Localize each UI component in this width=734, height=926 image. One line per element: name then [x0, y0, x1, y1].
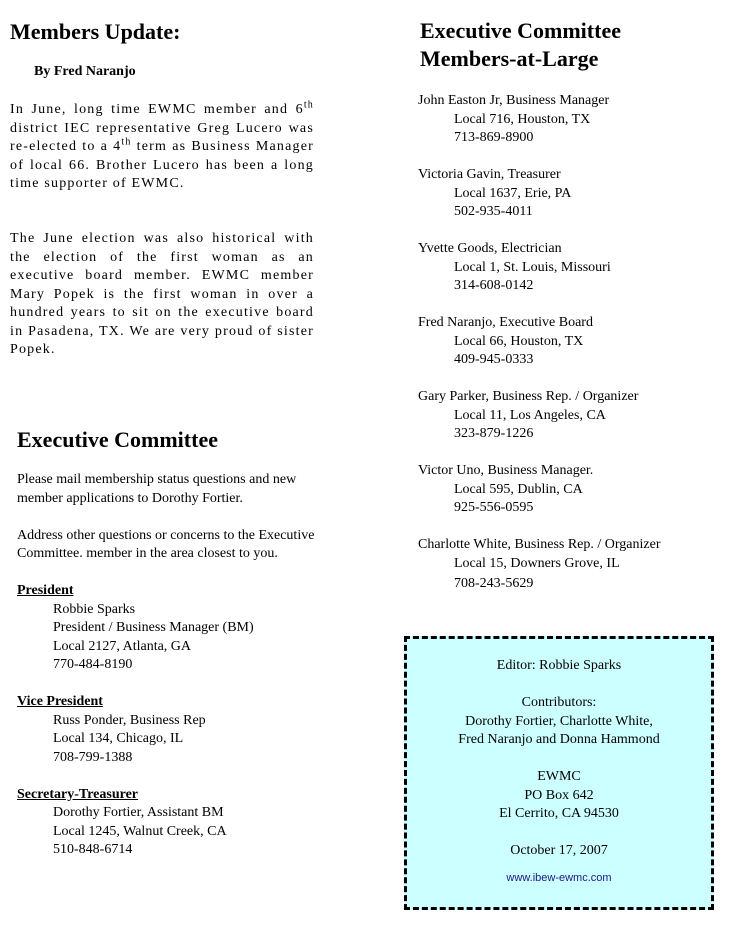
website-link[interactable]: www.ibew-ewmc.com	[506, 871, 612, 884]
officer-line: Local 2127, Atlanta, GA	[53, 638, 192, 654]
executive-committee-section	[17, 471, 317, 860]
contributors-label: Contributors:	[521, 695, 597, 710]
byline: By Fred Naranjo	[34, 64, 136, 79]
officer-line: Robbie Sparks	[53, 601, 136, 617]
officer-line: 770-484-8190	[53, 657, 133, 672]
members-at-large-title-line2: Members-at-Large	[420, 46, 599, 71]
po-box: PO Box 642	[524, 787, 594, 803]
member-local: Local 66, Houston, TX	[454, 333, 584, 349]
editor-info-box	[404, 636, 714, 910]
member-entry	[418, 166, 728, 222]
member-entry	[418, 388, 728, 444]
officer-president	[17, 582, 317, 675]
officer-line: Russ Ponder, Business Rep	[53, 712, 206, 728]
members-at-large-list	[418, 92, 728, 612]
member-name: John Easton Jr, Business Manager	[418, 93, 610, 108]
member-phone: 708-243-5629	[454, 576, 534, 591]
member-name: Fred Naranjo, Executive Board	[418, 315, 593, 330]
officer-line: Dorothy Fortier, Assistant BM	[53, 805, 224, 820]
member-entry	[418, 240, 728, 296]
officer-role: Vice President	[17, 694, 103, 709]
member-name: Victor Uno, Business Manager.	[418, 463, 594, 478]
members-update-paragraph-2: The June election was also historical with the election of the first woman as an executive board member. EWMC member Mary Popek is the first woman in over a hundred years to sit on the executive board in Pasadena, TX. We are very proud of sister Popek.	[10, 231, 314, 357]
org-name: EWMC	[537, 769, 581, 784]
intro-paragraph-1: Please mail membership status questions and new member applications to Dorothy Fortier.	[17, 472, 297, 506]
officer-vice-president	[17, 693, 317, 767]
member-phone: 502-935-4011	[454, 204, 533, 219]
contributors-line-2: Fred Naranjo and Donna Hammond	[458, 732, 660, 747]
contributors-line-1: Dorothy Fortier, Charlotte White,	[465, 713, 653, 729]
member-phone: 713-869-8900	[454, 130, 534, 145]
officer-secretary-treasurer	[17, 786, 317, 860]
issue-date: October 17, 2007	[510, 843, 608, 858]
member-name: Gary Parker, Business Rep. / Organizer	[418, 389, 639, 404]
executive-committee-title: Executive Committee	[17, 427, 218, 452]
editor-line: Editor: Robbie Sparks	[496, 658, 622, 673]
intro-paragraph-2: Address other questions or concerns to the Executive Committee. member in the area closest to you.	[17, 527, 315, 561]
officer-line: President / Business Manager (BM)	[53, 620, 254, 635]
officer-role: President	[17, 583, 74, 598]
member-local: Local 15, Downers Grove, IL	[454, 555, 620, 571]
member-entry	[418, 462, 728, 518]
officer-line: 708-799-1388	[53, 749, 133, 765]
member-phone: 314-608-0142	[454, 278, 534, 293]
officer-line: 510-848-6714	[53, 842, 133, 857]
member-name: Charlotte White, Business Rep. / Organizer	[418, 537, 661, 552]
member-name: Yvette Goods, Electrician	[418, 241, 562, 256]
member-entry	[418, 92, 728, 148]
members-update-paragraph-1: In June, long time EWMC member and 6th district IEC representative Greg Lucero was re-elected to a 4th term as Business Manager of local 66. Brother Lucero has been a long time supporter of EWMC.	[10, 99, 314, 191]
member-phone: 323-879-1226	[454, 426, 534, 441]
member-phone: 409-945-0333	[454, 352, 534, 367]
members-at-large-title	[420, 17, 621, 73]
member-phone: 925-556-0595	[454, 500, 534, 515]
officer-role: Secretary-Treasurer	[17, 786, 139, 802]
member-local: Local 1, St. Louis, Missouri	[454, 259, 611, 275]
member-entry	[418, 314, 728, 370]
member-entry	[418, 536, 728, 594]
member-name: Victoria Gavin, Treasurer	[418, 167, 561, 182]
members-update-title: Members Update:	[10, 19, 181, 44]
member-local: Local 716, Houston, TX	[454, 111, 591, 127]
member-local: Local 1637, Erie, PA	[454, 185, 572, 201]
officer-line: Local 134, Chicago, IL	[53, 731, 184, 746]
member-local: Local 11, Los Angeles, CA	[454, 407, 606, 423]
member-local: Local 595, Dublin, CA	[454, 481, 583, 497]
city-line: El Cerrito, CA 94530	[499, 806, 619, 821]
members-at-large-title-line1: Executive Committee	[420, 18, 621, 43]
officer-line: Local 1245, Walnut Creek, CA	[53, 823, 227, 839]
